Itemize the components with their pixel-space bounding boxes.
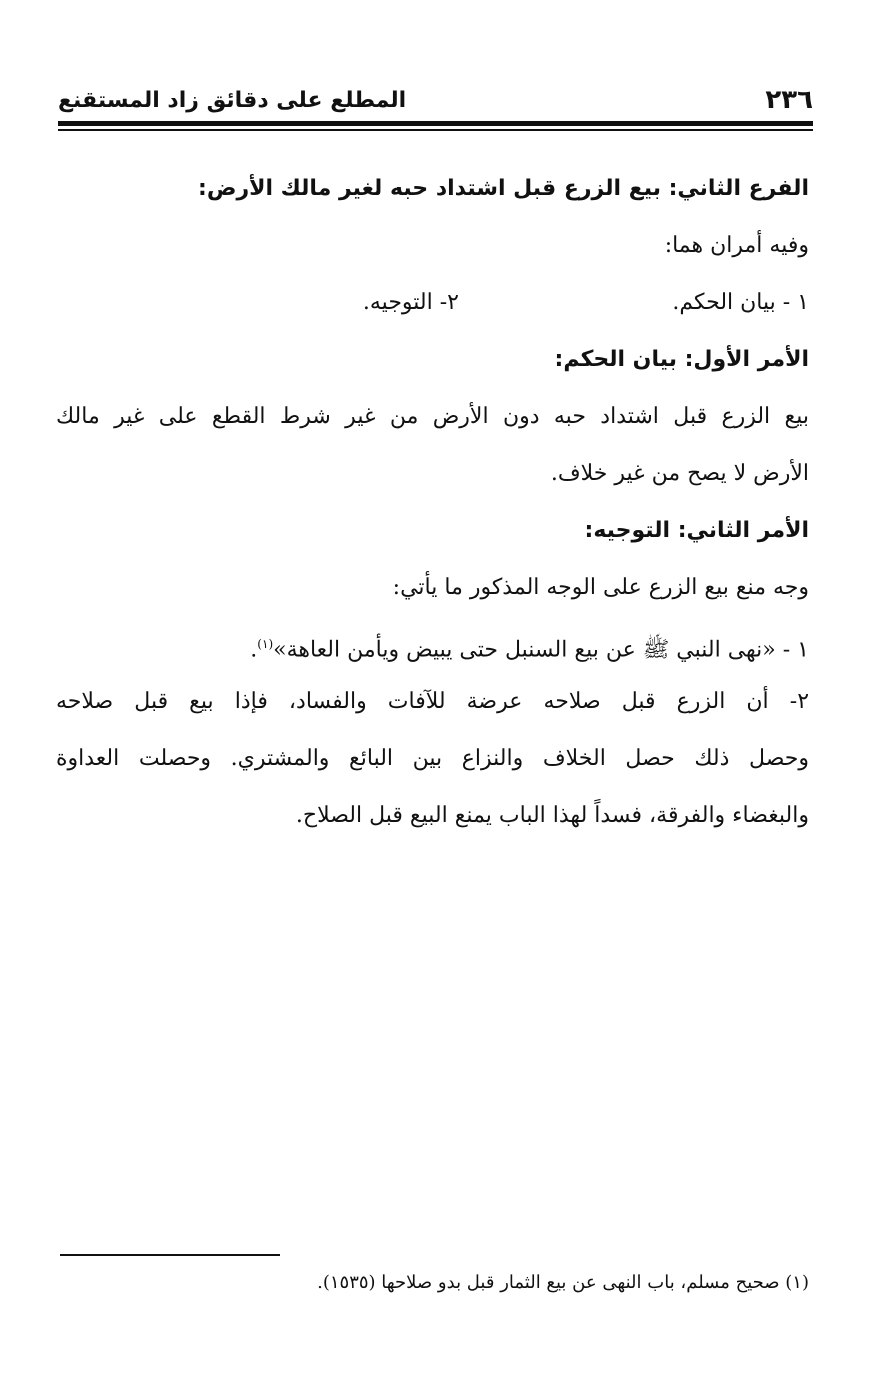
ruling-line-2: الأرض لا يصح من غير خلاف. [550, 461, 809, 486]
page-header [58, 80, 813, 120]
reason-2-line-1: ٢- أن الزرع قبل صلاحه عرضة للآفات والفساد، فإذا بيع قبل صلاحه [56, 689, 809, 714]
reason-1 [56, 616, 809, 673]
page-number: ٢٣٦ [765, 85, 813, 115]
header-rule-thin [58, 129, 813, 131]
page-body [56, 160, 809, 844]
matter2-heading: الأمر الثاني: التوجيه: [584, 518, 809, 543]
reason-2-line-3: والبغضاء والفرقة، فسداً لهذا الباب يمنع البيع قبل الصلاح. [295, 803, 809, 828]
branch-heading: الفرع الثاني: بيع الزرع قبل اشتداد حبه لغير مالك الأرض: [198, 176, 809, 201]
reason-1-end: . [250, 637, 258, 663]
list-item-2: ٢- التوجيه. [362, 290, 459, 315]
list-item-1: ١ - بيان الحكم. [672, 290, 809, 315]
ruling-line-1: بيع الزرع قبل اشتداد حبه دون الأرض من غير شرط القطع على غير مالك [56, 404, 809, 429]
footnote-rule [60, 1254, 280, 1256]
matter1-heading: الأمر الأول: بيان الحكم: [554, 347, 809, 372]
footnote: (١) صحيح مسلم، باب النهى عن بيع الثمار قبل بدو صلاحها (١٥٣٥). [317, 1272, 809, 1293]
running-title: المطلع على دقائق زاد المستقنع [58, 87, 407, 113]
reason-2-line-2: وحصل ذلك حصل الخلاف والنزاع بين البائع والمشتري. وحصلت العداوة [56, 746, 809, 771]
header-rule-thick [58, 121, 813, 126]
intro-paragraph: وفيه أمران هما: [664, 233, 809, 258]
reason-intro: وجه منع بيع الزرع على الوجه المذكور ما يأتي: [392, 575, 809, 600]
matters-list [56, 274, 809, 331]
footnote-marker[interactable]: (١) [257, 637, 274, 651]
reason-1-text: ١ - «نهى النبي ﷺ عن بيع السنبل حتى يبيض ويأمن العاهة» [273, 637, 809, 663]
